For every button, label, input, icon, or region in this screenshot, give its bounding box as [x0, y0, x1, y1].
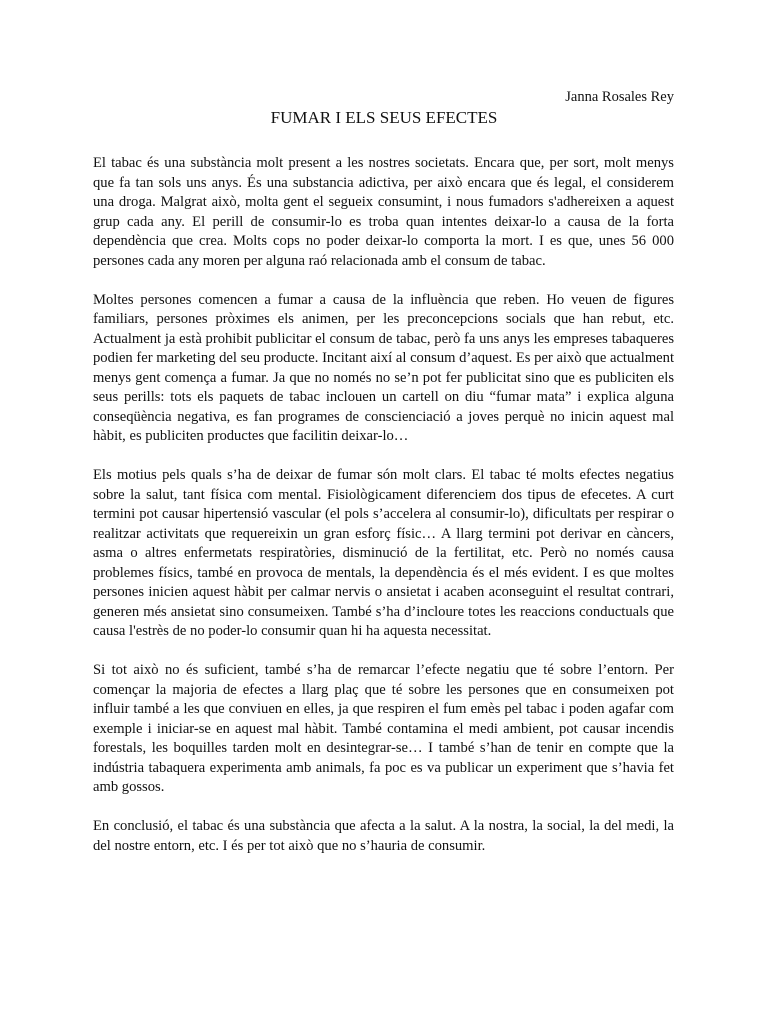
paragraph-causes: Moltes persones comencen a fumar a causa de la influència que reben. Ho veuen de figures familiars, persones pròximes els animen, per les preconcepcions socials que han rebut, etc. Actualment ja està prohibit publicitar el consum de tabac, però fa uns anys les empreses tabaqueres podien fer marketing del seu producte. Incitant així al consum d’aquest. Es per això que actualment menys gent comença a fumar. Ja que no només no se’n pot fer publicitat sino que es publiciten els seus perills: tots els paquets de tabac inclouen un cartell on diu “fumar mata” i explica alguna conseqüència negativa, es fan programes de conscienciació a joves perquè no inicin aquest mal hàbit, es publiciten productes que facilitin deixar-lo… — [93, 291, 674, 444]
paragraph-intro: El tabac és una substància molt present a les nostres societats. Encara que, per sort, molt menys que fa tan sols uns anys. És una substancia adictiva, per això encara que és legal, el considerem una droga. Malgrat això, molta gent el segueix consumint, i nous fumadors s'adhereixen a aquest grup cada any. El perill de consumir-lo es troba quan intentes deixar-lo a causa de la forta dependència que crea. Molts cops no poder deixar-lo comporta la mort. I es que, unes 56 000 persones cada any moren per alguna raó relacionada amb el consum de tabac. — [93, 155, 674, 269]
paragraph-environment: Si tot això no és suficient, també s’ha de remarcar l’efecte negatiu que té sobre l’entorn. Per començar la majoria de efectes a llarg plaç que té sobre les persones que en consumeixen pot influir també a les que conviuen en elles, ja que respiren el fum emès pel tabac i poden agafar com exemple i iniciar-se en aquest mal hàbit. També contamina el medi ambient, pot causar incendis forestals, les boquilles tarden molt en desintegrar-se… I també s’han de tenir en compte que la indústria tabaquera experimenta amb animals, fa poc es va publicar un experiment que s’havia fet amb gossos. — [93, 662, 674, 795]
paragraph-health-effects: Els motius pels quals s’ha de deixar de fumar són molt clars. El tabac té molts efectes negatius sobre la salut, tant física com mental. Fisiològicament diferenciem dos tipus de efecetes. A curt termini pot causar hipertensió vascular (el pols s’accelera al consumir-lo), dificultats per respirar o realitzar activitats que requereixin un gran esforç físic… A llarg termini pot derivar en càncers, asma o altres enfermetats respiratòries, disminució de la fertilitat, etc. Però no només causa problemes físics, també en provoca de mentals, la dependència és el més evident. I es que moltes persones inicien aquest hàbit per calmar nervis o ansietat i acaben aconseguint el resultat contrari, generen més ansietat sino consumeixen. També s’ha d’incloure totes les reaccions conductuals que causa l'estrès de no poder-lo consumir quan hi ha aquesta necessitat. — [93, 467, 674, 639]
document-title: FUMAR I ELS SEUS EFECTES — [270, 108, 498, 127]
author-name: Janna Rosales Rey — [565, 89, 674, 105]
document-body — [93, 154, 674, 876]
paragraph-conclusion: En conclusió, el tabac és una substància que afecta a la salut. A la nostra, la social, la del medi, la del nostre entorn, etc. I és per tot això que no s’hauria de consumir. — [93, 818, 674, 854]
